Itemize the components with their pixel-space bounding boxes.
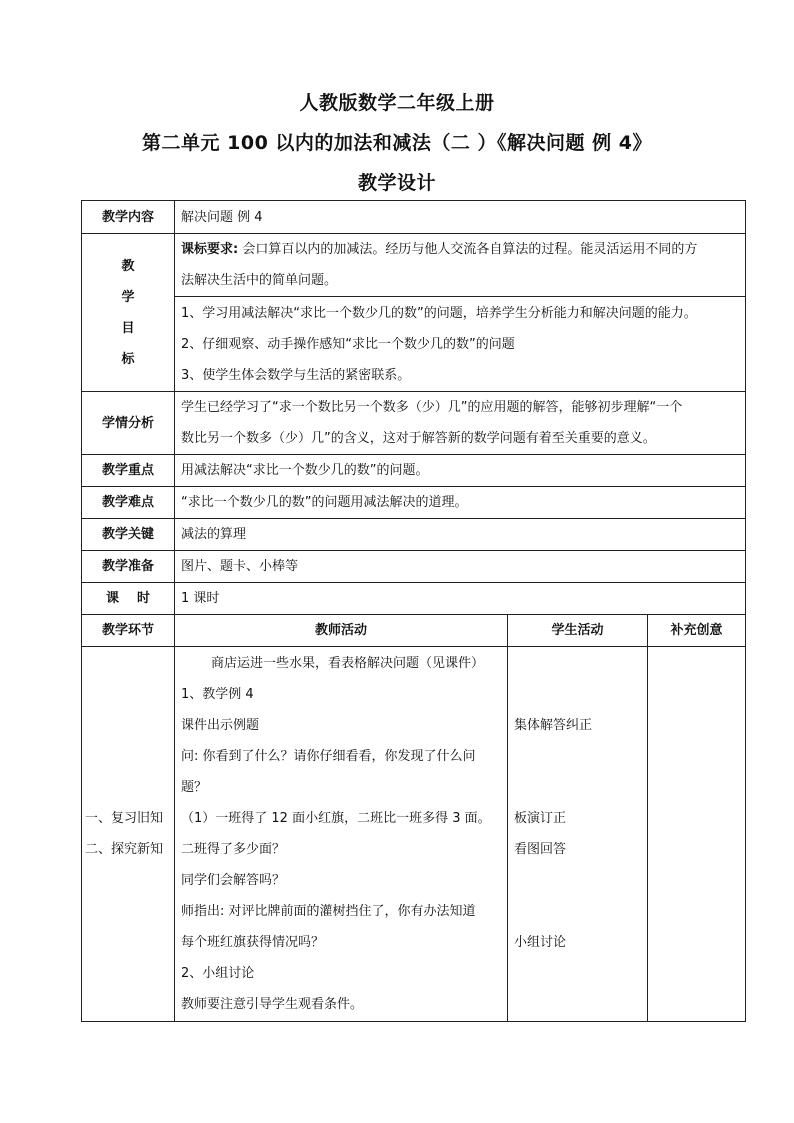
spacer	[514, 865, 641, 896]
standard-text: 会口算百以内的加减法。经历与他人交流各自算法的过程。能灵活运用不同的方	[238, 242, 698, 257]
row-difficulty	[82, 487, 746, 519]
teacher-line: 题？	[181, 780, 208, 795]
teacher-line: 2、小组讨论	[181, 966, 255, 981]
value-difficulty: “求比一个数少几的数”的问题用减法解决的道理。	[175, 487, 746, 519]
teacher-line: 1、教学例 4	[181, 687, 254, 702]
value-content: 解决问题 例 4	[175, 201, 746, 234]
student-activity-cell	[508, 647, 648, 1022]
row-crux	[82, 519, 746, 551]
teacher-line: 教师要注意引导学生观看条件。	[181, 997, 364, 1012]
goal-label-char: 学	[121, 289, 135, 305]
label-goals	[82, 234, 175, 392]
doc-title-unit: 第二单元 100 以内的加法和减法（二 ）《解决问题 例 4》	[142, 132, 652, 154]
header-extra: 补充创意	[648, 615, 746, 647]
standard-text-cont: 法解决生活中的简单问题。	[181, 273, 338, 288]
value-key: 用减法解决“求比一个数少几的数”的问题。	[175, 455, 746, 487]
value-goal-items	[175, 297, 746, 392]
row-key	[82, 455, 746, 487]
row-activities	[82, 647, 746, 1022]
stage-cell	[82, 647, 175, 1022]
teacher-line: 二班得了多少面？	[181, 842, 286, 857]
row-goals-standard	[82, 234, 746, 297]
stage-item: 一、复习旧知	[85, 811, 164, 826]
spacer	[514, 772, 641, 803]
teacher-activity-cell	[175, 647, 508, 1022]
student-line: 板演订正	[514, 811, 567, 826]
lesson-plan-table	[81, 200, 746, 1022]
spacer	[514, 896, 641, 927]
label-crux: 教学关键	[82, 519, 175, 551]
value-prep: 图片、题卡、小棒等	[175, 551, 746, 583]
label-content: 教学内容	[82, 201, 175, 234]
goal-item: 2、仔细观察、动手操作感知“求比一个数少几的数”的问题	[181, 336, 515, 352]
teacher-line: 课件出示例题	[181, 718, 260, 733]
doc-title-textbook: 人教版数学二年级上册	[299, 92, 495, 114]
header-teacher: 教师活动	[175, 615, 508, 647]
label-difficulty: 教学难点	[82, 487, 175, 519]
teacher-line: 每个班红旗获得情况吗？	[181, 935, 325, 950]
teacher-line: （1）一班得了 12 面小红旗，二班比一班多得 3 面。	[181, 811, 491, 826]
label-key: 教学重点	[82, 455, 175, 487]
teacher-line: 同学们会解答吗？	[181, 873, 286, 888]
label-prep: 教学准备	[82, 551, 175, 583]
teacher-line: 师指出: 对评比牌前面的灌树挡住了，你有办法知道	[181, 904, 476, 919]
goal-item: 3、使学生体会数学与生活的紧密联系。	[181, 367, 411, 383]
student-line: 集体解答纠正	[514, 718, 593, 733]
goal-label-char: 目	[121, 320, 135, 336]
value-standard	[175, 234, 746, 297]
goal-item: 1、学习用减法解决“求比一个数少几的数”的问题，培养学生分析能力和解决问题的能力。	[181, 305, 697, 321]
row-headers	[82, 615, 746, 647]
goal-label-char: 标	[121, 351, 135, 367]
analysis-line: 数比另一个数多（少）几”的含义，这对于解答新的数学问题有着至关重要的意义。	[181, 431, 656, 446]
spacer	[514, 741, 641, 772]
row-analysis	[82, 392, 746, 455]
value-hours: 1 课时	[175, 583, 746, 615]
doc-title-design: 教学设计	[357, 172, 436, 194]
label-analysis: 学情分析	[82, 392, 175, 455]
row-hours	[82, 583, 746, 615]
header-student: 学生活动	[508, 615, 648, 647]
standard-label: 课标要求:	[181, 242, 239, 257]
extra-cell	[648, 647, 746, 1022]
analysis-line: 学生已经学习了“求一个数比另一个数多（少）几”的应用题的解答，能够初步理解“一个	[181, 400, 683, 415]
teacher-line: 问: 你看到了什么？请你仔细看看，你发现了什么问	[181, 749, 476, 764]
header-stage: 教学环节	[82, 615, 175, 647]
value-crux: 减法的算理	[175, 519, 746, 551]
student-line: 看图回答	[514, 842, 567, 857]
goal-label-char: 教	[121, 258, 135, 274]
value-analysis	[175, 392, 746, 455]
row-content	[82, 201, 746, 234]
teacher-line: 商店运进一些水果，看表格解决问题（见课件）	[211, 656, 485, 671]
label-hours: 课 时	[82, 583, 175, 615]
row-prep	[82, 551, 746, 583]
row-goals-items	[82, 297, 746, 392]
student-line: 小组讨论	[514, 935, 567, 950]
stage-item: 二、探究新知	[85, 842, 164, 857]
